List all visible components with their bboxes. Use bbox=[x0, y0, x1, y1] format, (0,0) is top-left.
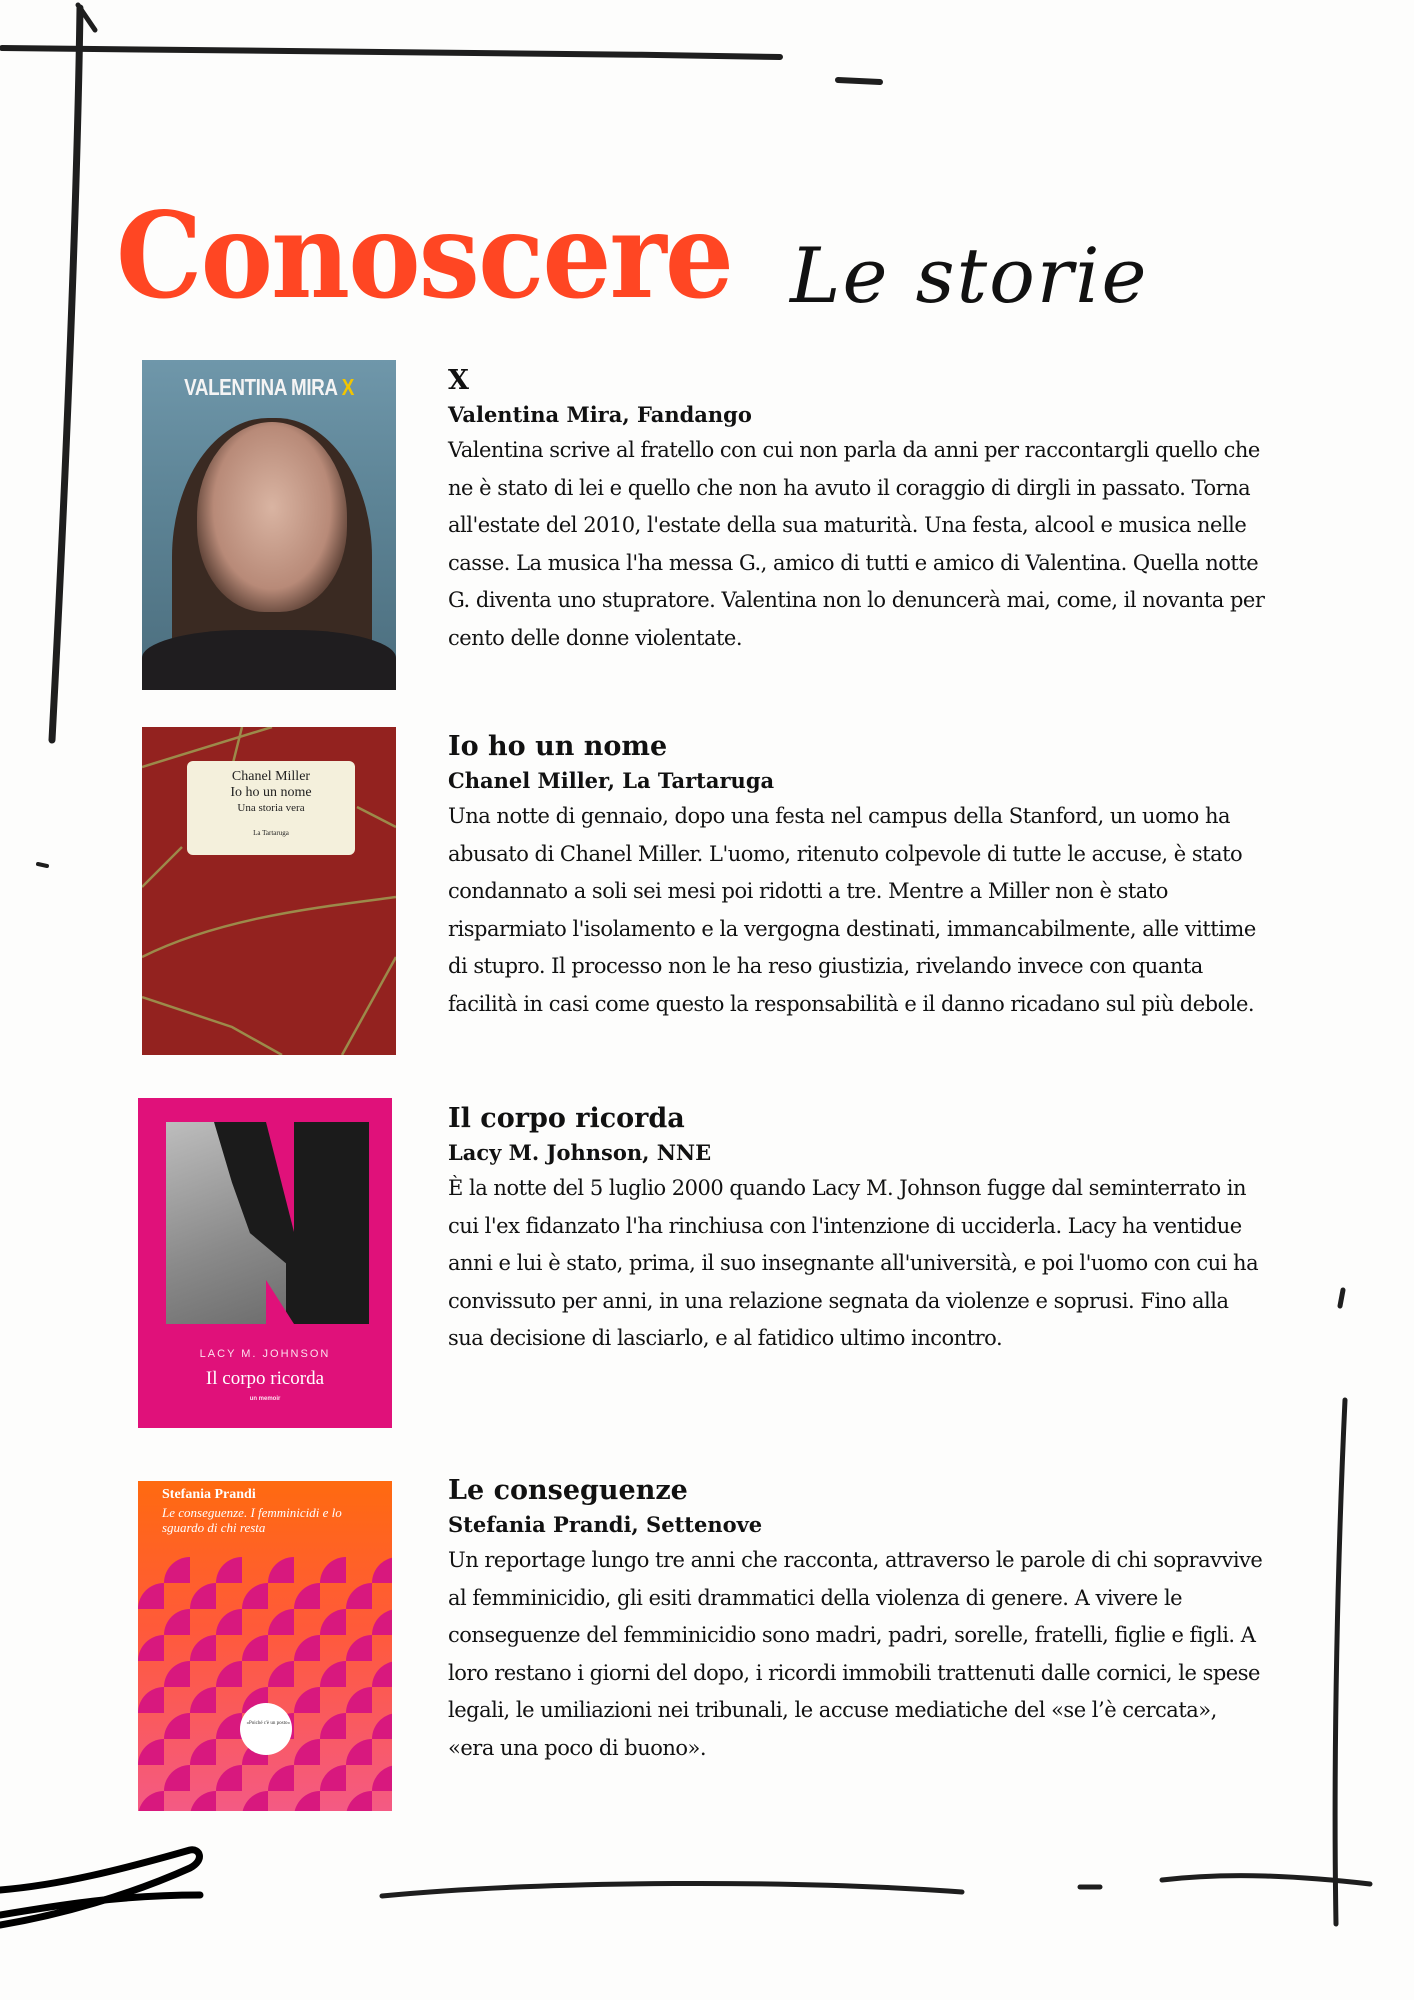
frame-left-dot-stroke bbox=[38, 864, 47, 866]
pattern-quarter-circle bbox=[372, 1609, 392, 1635]
pattern-quarter-circle bbox=[216, 1713, 242, 1739]
book-text-il-corpo-ricorda bbox=[448, 1102, 1268, 1358]
pattern-quarter-circle bbox=[320, 1713, 346, 1739]
cover-subtitle: un memoir bbox=[249, 1396, 281, 1402]
pattern-quarter-circle bbox=[216, 1765, 242, 1791]
pattern-quarter-circle bbox=[242, 1583, 268, 1609]
cover-author: VALENTINA MIRA bbox=[184, 374, 337, 400]
cover-body-shape bbox=[142, 630, 396, 690]
pattern-quarter-circle bbox=[268, 1765, 294, 1791]
pattern-quarter-circle bbox=[320, 1557, 346, 1583]
cover-title: Il corpo ricorda bbox=[205, 1368, 325, 1389]
book-description: È la notte del 5 luglio 2000 quando Lacy M. Johnson fugge dal seminterrato in cui l'ex fidanzato l'ha rinchiusa con l'intenzione di ucciderla. Lacy ha ventidue anni e lui è stato, prima, il suo insegnante all'università, e poi l'uomo con cui ha convissuto per anni, in una relazione segnata da violenze e soprusi. Fino alla sua decisione di lasciarlo, e al fatidico ultimo incontro. bbox=[448, 1176, 1259, 1350]
pattern-quarter-circle bbox=[138, 1687, 164, 1713]
cover-photo bbox=[166, 1122, 369, 1324]
pattern-quarter-circle bbox=[372, 1661, 392, 1687]
book-title: X bbox=[448, 365, 469, 396]
pattern-quarter-circle bbox=[242, 1635, 268, 1661]
frame-bottom-right-stroke bbox=[1162, 1876, 1370, 1884]
cover-title: Le conseguenze. I femminicidi e lo sguardo di chi resta bbox=[162, 1505, 342, 1535]
cover-n-letter bbox=[166, 1122, 369, 1324]
cover-title-text bbox=[165, 374, 373, 401]
pattern-quarter-circle bbox=[346, 1739, 372, 1765]
frame-left-tick-stroke bbox=[78, 5, 95, 30]
book-title: Io ho un nome bbox=[448, 731, 668, 762]
frame-left-vertical-stroke bbox=[52, 8, 80, 740]
pattern-quarter-circle bbox=[216, 1661, 242, 1687]
pattern-quarter-circle bbox=[138, 1739, 164, 1765]
pattern-quarter-circle bbox=[216, 1557, 242, 1583]
book-title: Le conseguenze bbox=[448, 1475, 688, 1506]
book-cover-il-corpo-ricorda bbox=[138, 1098, 392, 1428]
pattern-quarter-circle bbox=[268, 1661, 294, 1687]
pattern-quarter-circle bbox=[372, 1557, 392, 1583]
pattern-quarter-circle bbox=[190, 1635, 216, 1661]
pattern-quarter-circle bbox=[164, 1557, 190, 1583]
pattern-quarter-circle bbox=[320, 1661, 346, 1687]
pattern-quarter-circle bbox=[138, 1791, 164, 1811]
pattern-quarter-circle bbox=[372, 1713, 392, 1739]
book-text-le-conseguenze bbox=[448, 1474, 1268, 1767]
pattern-quarter-circle bbox=[216, 1609, 242, 1635]
cover-title: X bbox=[341, 374, 354, 400]
cover-label bbox=[187, 761, 355, 855]
pattern-quarter-circle bbox=[372, 1765, 392, 1791]
book-cover-le-conseguenze bbox=[138, 1481, 392, 1811]
book-title: Il corpo ricorda bbox=[448, 1103, 685, 1134]
book-cover-x bbox=[142, 360, 396, 690]
frame-right-dash-stroke bbox=[1340, 1290, 1343, 1306]
pattern-quarter-circle bbox=[242, 1791, 268, 1811]
pattern-quarter-circle bbox=[294, 1583, 320, 1609]
page-subtitle: Le storie bbox=[790, 231, 1149, 320]
pattern-quarter-circle bbox=[346, 1687, 372, 1713]
pattern-quarter-circle bbox=[138, 1635, 164, 1661]
book-text-x bbox=[448, 364, 1268, 657]
cover-quarter-circle-pattern bbox=[138, 1557, 392, 1811]
pattern-quarter-circle bbox=[346, 1583, 372, 1609]
pattern-quarter-circle bbox=[164, 1713, 190, 1739]
pattern-quarter-circle bbox=[320, 1765, 346, 1791]
pattern-quarter-circle bbox=[294, 1687, 320, 1713]
book-description: Un reportage lungo tre anni che racconta, attraverso le parole di chi sopravvive al femminicidio, gli esiti drammatici della violenza di genere. A vivere le conseguenze del femminicidio sono madri, padri, sorelle, fratelli, figlie e figli. A loro restano i giorni del dopo, i ricordi immobili trattenuti dalle cornici, le spese legali, le umiliazioni nei tribunali, le accuse mediatiche del «se l’è cercata», «era una poco di buono». bbox=[448, 1548, 1263, 1760]
pattern-quarter-circle bbox=[346, 1791, 372, 1811]
scribble-bottom-left bbox=[0, 1850, 200, 1925]
pattern-quarter-circle bbox=[294, 1635, 320, 1661]
pattern-quarter-circle bbox=[190, 1739, 216, 1765]
pattern-quarter-circle bbox=[190, 1583, 216, 1609]
cover-subtitle: Una storia vera bbox=[237, 802, 305, 814]
pattern-quarter-circle bbox=[164, 1765, 190, 1791]
page-title: Conoscere bbox=[116, 186, 733, 326]
book-author-publisher: Valentina Mira, Fandango bbox=[448, 402, 752, 427]
frame-top-horizontal-stroke bbox=[2, 48, 780, 57]
cover-author: Stefania Prandi bbox=[162, 1487, 256, 1502]
pattern-quarter-circle bbox=[190, 1687, 216, 1713]
cover-publisher: La Tartaruga bbox=[253, 829, 289, 837]
frame-right-vertical-stroke bbox=[1335, 1400, 1345, 1924]
frame-top-dash-stroke bbox=[838, 80, 880, 82]
frame-bottom-horizontal-stroke bbox=[382, 1883, 962, 1896]
pattern-quarter-circle bbox=[320, 1609, 346, 1635]
pattern-quarter-circle bbox=[346, 1635, 372, 1661]
cover-author: Chanel Miller bbox=[231, 769, 311, 784]
pattern-quarter-circle bbox=[164, 1609, 190, 1635]
pattern-quarter-circle bbox=[138, 1583, 164, 1609]
book-cover-io-ho-un-nome bbox=[142, 727, 396, 1055]
cover-title: Io ho un nome bbox=[230, 785, 312, 800]
pattern-quarter-circle bbox=[190, 1791, 216, 1811]
pattern-quarter-circle bbox=[268, 1609, 294, 1635]
cover-badge: «Poiché c'è un posto» bbox=[240, 1703, 292, 1755]
book-description: Valentina scrive al fratello con cui non parla da anni per raccontargli quello che ne è stato di lei e quello che non ha avuto il coraggio di dirgli in passato. Torna all'estate del 2010, l'estate della sua maturità. Una festa, alcool e musica nelle casse. La musica l'ha messa G., amico di tutti e amico di Valentina. Quella notte G. diventa uno stupratore. Valentina non lo denuncerà mai, come, il novanta per cento delle donne violentate. bbox=[448, 438, 1265, 650]
book-author-publisher: Chanel Miller, La Tartaruga bbox=[448, 768, 775, 793]
cover-author: LACY M. JOHNSON bbox=[199, 1348, 331, 1360]
pattern-quarter-circle bbox=[268, 1557, 294, 1583]
cover-face-shape bbox=[197, 422, 347, 612]
book-author-publisher: Stefania Prandi, Settenove bbox=[448, 1512, 763, 1537]
book-text-io-ho-un-nome bbox=[448, 730, 1268, 1023]
book-author-publisher: Lacy M. Johnson, NNE bbox=[448, 1140, 712, 1165]
pattern-quarter-circle bbox=[164, 1661, 190, 1687]
pattern-quarter-circle bbox=[294, 1791, 320, 1811]
book-description: Una notte di gennaio, dopo una festa nel campus della Stanford, un uomo ha abusato di Chanel Miller. L'uomo, ritenuto colpevole di tutte le accuse, è stato condannato a soli sei mesi poi ridotti a tre. Mentre a Miller non è stato risparmiato l'isolamento e la vergogna destinati, immancabilmente, alle vittime di stupro. Il processo non le ha reso giustizia, rivelando invece con quanta facilità in casi come questo la responsabilità e il danno ricadano sul più debole. bbox=[448, 804, 1256, 1016]
pattern-quarter-circle bbox=[294, 1739, 320, 1765]
